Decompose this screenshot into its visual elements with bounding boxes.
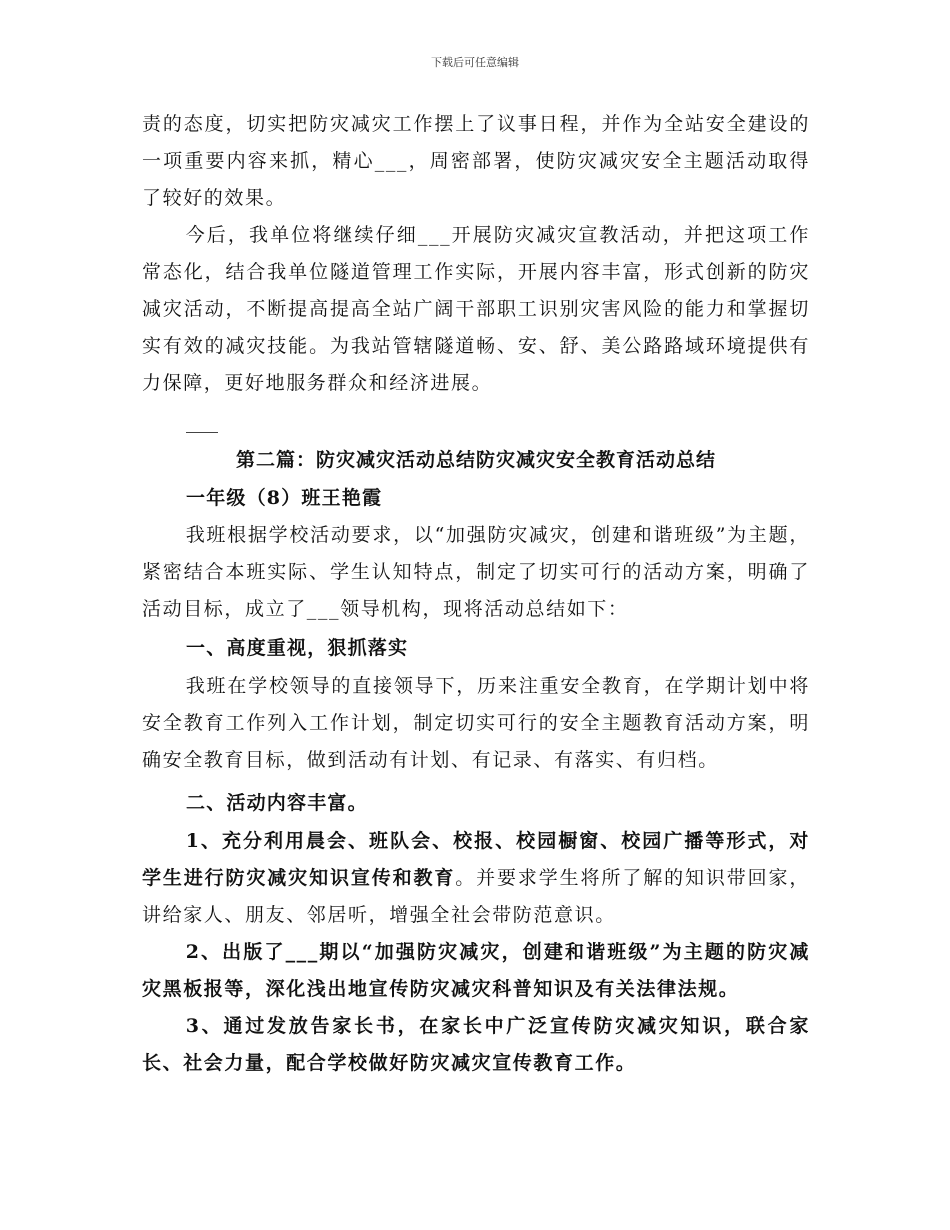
header-note: 下载后可任意编辑: [431, 56, 519, 69]
paragraph-intro: 我班根据学校活动要求，以“加强防灾减灾，创建和谐班级”为主题，紧密结合本班实际、学生认知特点，制定了切实可行的活动方案，明确了活动目标，成立了___领导机构，现将活动总结如下：: [142, 524, 810, 620]
author-line: 一年级（8）班王艳霞: [186, 487, 383, 509]
paragraph-1: 我班在学校领导的直接领导下，历来注重安全教育，在学期计划中将安全教育工作列入工作计划，制定切实可行的安全主题教育活动方案，明确安全教育目标，做到活动有计划、有记录、有落实、有归档。: [142, 675, 810, 771]
section-divider: [186, 432, 218, 433]
paragraph-continued: 责的态度，切实把防灾减灾工作摆上了议事日程，并作为全站安全建设的一项重要内容来抓，精心___，周密部署，使防灾减灾安全主题活动取得了较好的效果。: [142, 113, 810, 209]
list-item-2: 2、出版了___期以“加强防灾减灾，创建和谐班级”为主题的防灾减灾黑板报等，深化浅出地宣传防灾减灾科普知识及有关法律法规。: [142, 941, 810, 1000]
list-item-1: [142, 823, 810, 934]
section-title: 第二篇：防灾减灾活动总结防灾减灾安全教育活动总结: [235, 449, 716, 471]
document-body: [142, 106, 810, 1082]
heading-1: 一、高度重视，狠抓落实: [186, 637, 409, 659]
paragraph-future-plan: 今后，我单位将继续仔细___开展防灾减灾宣教活动，并把这项工作常态化，结合我单位隧道管理工作实际，开展内容丰富，形式创新的防灾减灾活动，不断提高提高全站广阔干部职工识别灾害风险的能力和掌握切实有效的减灾技能。为我站管辖隧道畅、安、舒、美公路路域环境提供有力保障，更好地服务群众和经济进展。: [142, 224, 810, 394]
list-item-3: 3、通过发放告家长书，在家长中广泛宣传防灾减灾知识，联合家长、社会力量，配合学校做好防灾减灾宣传教育工作。: [142, 1015, 810, 1074]
list-item-1-rest: 。并要求学生将所了解的知识带回家，讲给家人、朋友、邻居听，增强全社会带防范意识。: [142, 867, 810, 926]
list-item-1-bold: 1、充分利用晨会、班队会、校报、校园橱窗、校园广播等形式，对学生进行防灾减灾知识宣传和教育: [142, 830, 810, 889]
heading-2: 二、活动内容丰富。: [186, 792, 368, 814]
